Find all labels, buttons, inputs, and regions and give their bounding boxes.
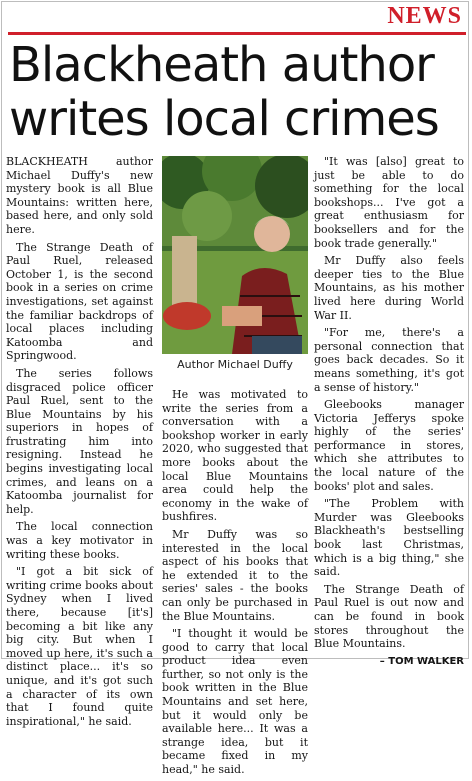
paragraph: "It was [also] great to just be able to do something for the local bookshops... I've got a great enthusiasm for booksellers and for the book trade generally." xyxy=(314,155,464,250)
article-column-3 xyxy=(314,155,464,668)
paragraph: Mr Duffy was so interested in the local aspect of his books that he extended it to the series' sales - the books can only be purchased in the Blue Mountains. xyxy=(162,527,308,623)
paragraph: Gleebooks manager Victoria Jefferys spoke highly of the series' performance in stores, which she attributes to the local nature of the books' plot and sales. xyxy=(314,398,464,493)
paragraph: "I thought it would be good to carry that local product idea even further, so not only is the book written in the Blue Mountains and set here, but it would only be available here... It was a strange idea, but it became fixed in my head," he said. xyxy=(162,627,308,777)
paragraph: "For me, there's a personal connection that goes back decades. So it means something, it's got a sense of history." xyxy=(314,326,464,394)
author-photo xyxy=(162,156,308,354)
headline xyxy=(9,38,464,146)
headline-line-1: Blackheath author xyxy=(9,37,434,93)
section-tag: NEWS xyxy=(387,3,462,29)
paragraph: He was motivated to write the series from a conversation with a bookshop worker in early 2020, who suggested that more books about the local Blue Mountains area could help the economy in the wake of bushfires. xyxy=(162,388,308,524)
paragraph: "I got a bit sick of writing crime books about Sydney when I lived there, because [it's] becoming a bit like any big city. But when I moved up here, it's such a distinct place... it's so unique, and it's got such a character of its own that I found quite inspirational," he said. xyxy=(6,565,153,728)
article-column-2 xyxy=(162,388,308,781)
article-column-1 xyxy=(6,155,153,732)
paragraph: The local connection was a key motivator in writing these books. xyxy=(6,520,153,561)
paragraph: BLACKHEATH author Michael Duffy's new mystery book is all Blue Mountains: written here, based here, and only sold here. xyxy=(6,155,153,236)
header-rule xyxy=(8,32,466,35)
byline: – TOM WALKER xyxy=(379,655,464,667)
paragraph: "The Problem with Murder was Gleebooks Blackheath's bestselling book last Christmas, which is a big thing," she said. xyxy=(314,497,464,579)
paragraph: The Strange Death of Paul Ruel is out now and can be found in book stores throughout the Blue Mountains. xyxy=(314,582,464,651)
paragraph: The Strange Death of Paul Ruel, released October 1, is the second book in a series on crime investigations, set against the familiar backdrops of local places including Katoomba and Springwood. xyxy=(6,240,153,363)
photo-caption: Author Michael Duffy xyxy=(177,358,293,371)
author-photo-image xyxy=(162,156,308,354)
paragraph: Mr Duffy also feels deeper ties to the Blue Mountains, as his mother lived here during World War II. xyxy=(314,254,464,322)
headline-line-2: writes local crimes xyxy=(9,91,439,147)
paragraph: The series follows disgraced police officer Paul Ruel, sent to the Blue Mountains by his superiors in hopes of frustrating him into resigning. Instead he begins investigating local crimes, and leans on a Katoomba journalist for help. xyxy=(6,366,153,516)
